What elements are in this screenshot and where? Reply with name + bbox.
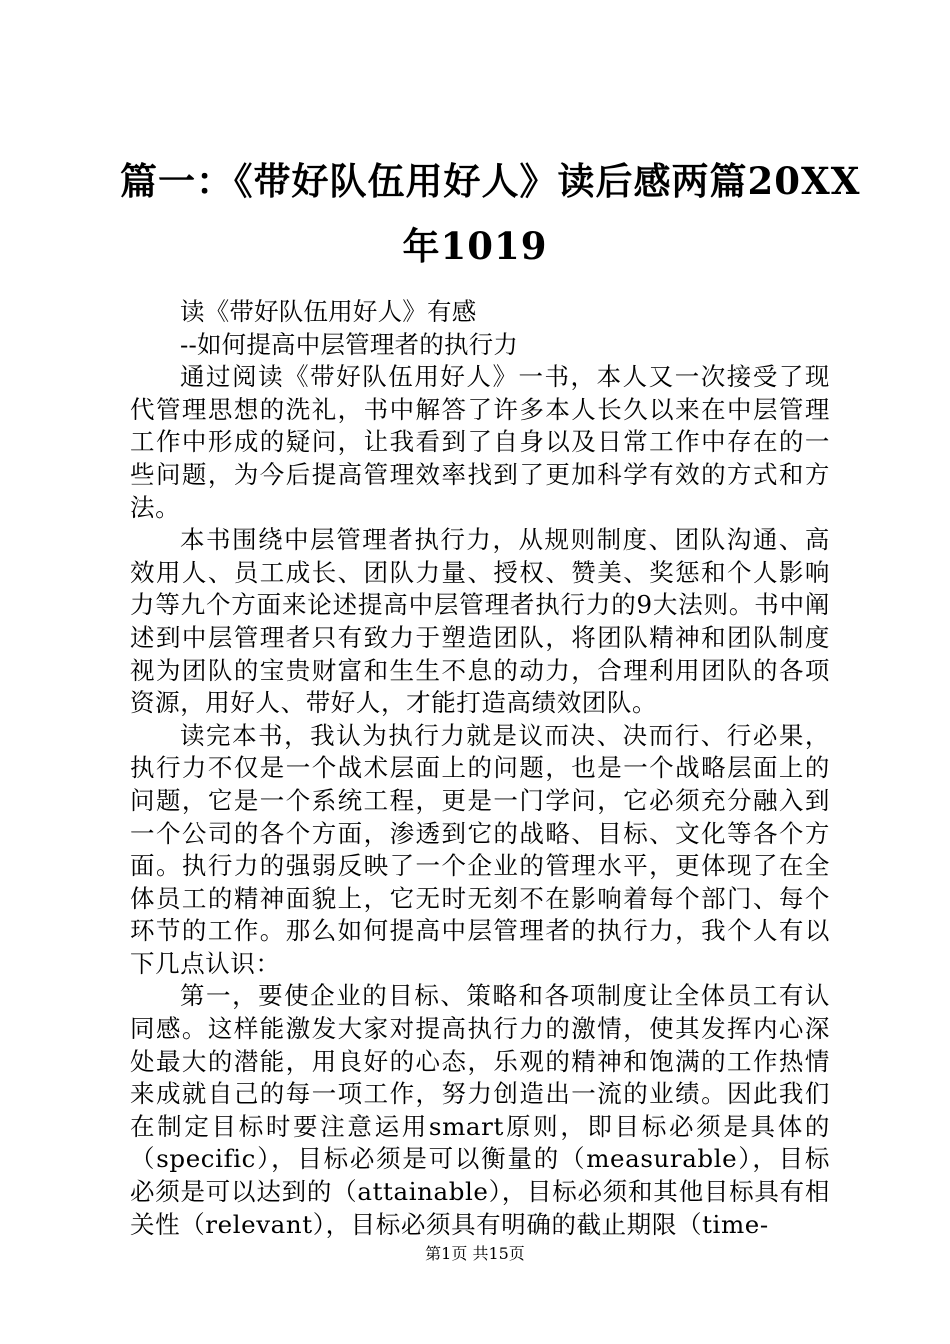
subtitle-paragraph: 读《带好队伍用好人》有感 xyxy=(180,297,477,326)
body-paragraph: 读完本书，我认为执行力就是议而决、决而行、行必果，执行力不仅是一个战术层面上的问题，也是一个战略层面上的问题，它是一个系统工程，更是一门学问，它必须充分融入到一个公司的各个方面，渗透到它的战略、目标、文化等各个方面。执行力的强弱反映了一个企业的管理水平，更体现了在全体员工的精神面貌上，它无时无刻不在影响着每个部门、每个环节的工作。那么如何提高中层管理者的执行力，我个人有以下几点认识： xyxy=(130,720,830,978)
document-title-line-2: 年1019 xyxy=(402,224,548,268)
body-paragraph: 通过阅读《带好队伍用好人》一书，本人又一次接受了现代管理思想的洗礼，书中解答了许多本人长久以来在中层管理工作中形成的疑问，让我看到了自身以及日常工作中存在的一些问题，为今后提高管理效率找到了更加科学有效的方式和方法。 xyxy=(130,362,830,522)
body-paragraph: 本书围绕中层管理者执行力，从规则制度、团队沟通、高效用人、员工成长、团队力量、授权、赞美、奖惩和个人影响力等九个方面来论述提高中层管理者执行力的9大法则。书中阐述到中层管理者只有致力于塑造团队，将团队精神和团队制度视为团队的宝贵财富和生生不息的动力，合理利用团队的各项资源，用好人、带好人，才能打造高绩效团队。 xyxy=(130,525,830,718)
page-number-footer: 第1页 共15页 xyxy=(425,1244,525,1263)
subtitle-paragraph: --如何提高中层管理者的执行力 xyxy=(180,329,519,359)
body-paragraph: 第一，要使企业的目标、策略和各项制度让全体员工有认同感。这样能激发大家对提高执行力的激情，使其发挥内心深处最大的潜能，用良好的心态，乐观的精神和饱满的工作热情来成就自己的每一项工作，努力创造出一流的业绩。因此我们在制定目标时要注意运用smart原则，即目标必须是具体的（specific），目标必须是可以衡量的（measurable），目标必须是可以达到的（attainable），目标必须和其他目标具有相关性（relevant），目标必须具有明确的截止期限（time- xyxy=(130,981,830,1239)
document-body xyxy=(130,296,830,1241)
document-title-line-1: 篇一：《带好队伍用好人》读后感两篇20XX xyxy=(120,159,861,203)
